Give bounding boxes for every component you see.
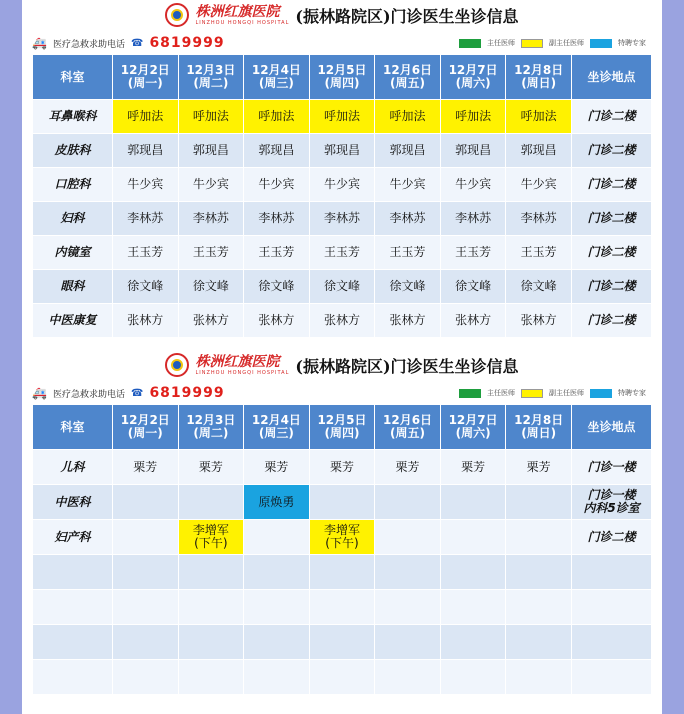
- doctor-cell: 李增军 (下午): [178, 520, 244, 555]
- doctor-cell: 呼加法: [244, 100, 310, 134]
- dept-cell: 中医科: [33, 485, 113, 520]
- brand-name-en: LINZHOU HONGQI HOSPITAL: [195, 369, 290, 376]
- location-cell: 门诊二楼: [572, 202, 652, 236]
- table-row: [33, 100, 652, 134]
- brand: [195, 355, 289, 376]
- column-header-day: 12月6日 (周五): [375, 55, 441, 100]
- doctor-cell: 牛少宾: [113, 168, 179, 202]
- doctor-cell: 李林苏: [440, 202, 506, 236]
- doctor-cell: 王玉芳: [375, 236, 441, 270]
- doctor-cell: 栗芳: [244, 450, 310, 485]
- schedule-section-2: [32, 350, 652, 702]
- doctor-cell: 王玉芳: [244, 236, 310, 270]
- legend-swatch-associate: [521, 39, 543, 48]
- page-title: (振林路院区)门诊医生坐诊信息: [295, 356, 519, 376]
- doctor-cell: [244, 520, 310, 555]
- page-title: (振林路院区)门诊医生坐诊信息: [295, 6, 519, 26]
- location-cell: 门诊二楼: [572, 270, 652, 304]
- doctor-cell: 张林方: [440, 304, 506, 338]
- legend-label-expert: 特聘专家: [618, 389, 646, 397]
- doctor-cell: 张林方: [375, 304, 441, 338]
- legend-label-chief: 主任医师: [487, 39, 515, 47]
- doctor-cell: 李林苏: [309, 202, 375, 236]
- schedule-section-1: [32, 0, 652, 344]
- doctor-cell: 徐文峰: [244, 270, 310, 304]
- legend-swatch-chief: [459, 389, 481, 398]
- doctor-cell: [375, 520, 441, 555]
- dept-cell: 口腔科: [33, 168, 113, 202]
- location-cell: 门诊二楼: [572, 304, 652, 338]
- doctor-cell: 呼加法: [178, 100, 244, 134]
- column-header-location: 坐诊地点: [572, 55, 652, 100]
- schedule-table-1: [32, 54, 652, 338]
- table-row: [33, 134, 652, 168]
- legend-label-associate: 副主任医师: [549, 389, 584, 397]
- doctor-cell: 牛少宾: [244, 168, 310, 202]
- title-row: [32, 350, 652, 380]
- location-cell: 门诊二楼: [572, 134, 652, 168]
- column-header-day: 12月3日 (周二): [178, 55, 244, 100]
- doctor-cell: 李林苏: [506, 202, 572, 236]
- column-header-day: 12月3日 (周二): [178, 405, 244, 450]
- doctor-cell: [506, 520, 572, 555]
- phone-icon: ☎: [130, 37, 144, 49]
- doctor-cell: 郭现昌: [244, 134, 310, 168]
- doctor-cell: [309, 485, 375, 520]
- table-row-empty: [33, 625, 652, 660]
- phone-number[interactable]: 6819999: [149, 35, 225, 51]
- column-header-day: 12月8日 (周日): [506, 55, 572, 100]
- table-row: [33, 450, 652, 485]
- doctor-cell: 李林苏: [375, 202, 441, 236]
- doctor-cell: [375, 485, 441, 520]
- table-header-row: [33, 405, 652, 450]
- dept-cell: 妇产科: [33, 520, 113, 555]
- dept-cell: 眼科: [33, 270, 113, 304]
- table-row-empty: [33, 590, 652, 625]
- doctor-cell: 王玉芳: [440, 236, 506, 270]
- dept-cell: 中医康复: [33, 304, 113, 338]
- location-cell: 门诊一楼 内科5诊室: [572, 485, 652, 520]
- doctor-cell: 王玉芳: [506, 236, 572, 270]
- doctor-cell: 李林苏: [178, 202, 244, 236]
- legend-swatch-chief: [459, 39, 481, 48]
- doctor-cell: 牛少宾: [440, 168, 506, 202]
- hospital-logo-icon: [165, 353, 189, 377]
- doctor-cell: 牛少宾: [178, 168, 244, 202]
- table-row: [33, 168, 652, 202]
- column-header-dept: 科室: [33, 55, 113, 100]
- doctor-cell: 郭现昌: [506, 134, 572, 168]
- column-header-dept: 科室: [33, 405, 113, 450]
- ambulance-icon: 🚑: [32, 386, 47, 400]
- doctor-cell: 栗芳: [506, 450, 572, 485]
- doctor-cell: 张林方: [309, 304, 375, 338]
- table-row: [33, 270, 652, 304]
- table-row-empty: [33, 660, 652, 695]
- doctor-cell: 呼加法: [375, 100, 441, 134]
- column-header-day: 12月7日 (周六): [440, 55, 506, 100]
- doctor-cell: 郭现昌: [440, 134, 506, 168]
- page: [22, 0, 662, 714]
- doctor-cell: 李增军 (下午): [309, 520, 375, 555]
- doctor-cell: 栗芳: [375, 450, 441, 485]
- doctor-cell: 李林苏: [113, 202, 179, 236]
- table-row: [33, 304, 652, 338]
- schedule-table-2: [32, 404, 652, 695]
- column-header-day: 12月4日 (周三): [244, 405, 310, 450]
- location-cell: 门诊一楼: [572, 450, 652, 485]
- doctor-cell: [113, 520, 179, 555]
- brand-name: 株洲红旗医院: [195, 3, 280, 20]
- doctor-cell: [506, 485, 572, 520]
- legend-label-associate: 副主任医师: [549, 39, 584, 47]
- doctor-cell: 张林方: [178, 304, 244, 338]
- legend-swatch-expert: [590, 39, 612, 48]
- legend-swatch-associate: [521, 389, 543, 398]
- doctor-cell: 呼加法: [113, 100, 179, 134]
- doctor-cell: 张林方: [244, 304, 310, 338]
- doctor-cell: 郭现昌: [375, 134, 441, 168]
- doctor-cell: 王玉芳: [178, 236, 244, 270]
- doctor-cell: 栗芳: [440, 450, 506, 485]
- doctor-cell: 牛少宾: [375, 168, 441, 202]
- doctor-cell: 呼加法: [506, 100, 572, 134]
- info-row: [32, 382, 652, 404]
- emergency-label: 医疗急救求助电话: [52, 389, 125, 400]
- doctor-cell: [113, 485, 179, 520]
- ambulance-icon: 🚑: [32, 36, 47, 50]
- table-row-empty: [33, 555, 652, 590]
- dept-cell: 耳鼻喉科: [33, 100, 113, 134]
- dept-cell: 儿科: [33, 450, 113, 485]
- column-header-day: 12月2日 (周一): [113, 55, 179, 100]
- brand-name-en: LINZHOU HONGQI HOSPITAL: [195, 19, 290, 26]
- dept-cell: 内镜室: [33, 236, 113, 270]
- legend: [459, 388, 646, 398]
- legend: [459, 38, 646, 48]
- hospital-logo-icon: [165, 3, 189, 27]
- dept-cell: 皮肤科: [33, 134, 113, 168]
- doctor-cell: 张林方: [506, 304, 572, 338]
- doctor-cell: 徐文峰: [113, 270, 179, 304]
- table-row: [33, 520, 652, 555]
- emergency-phone: [32, 385, 225, 401]
- doctor-cell: 徐文峰: [506, 270, 572, 304]
- column-header-day: 12月2日 (周一): [113, 405, 179, 450]
- doctor-cell: 王玉芳: [309, 236, 375, 270]
- location-cell: 门诊二楼: [572, 520, 652, 555]
- phone-icon: ☎: [130, 387, 144, 399]
- column-header-day: 12月8日 (周日): [506, 405, 572, 450]
- column-header-day: 12月6日 (周五): [375, 405, 441, 450]
- emergency-phone: [32, 35, 225, 51]
- doctor-cell: [440, 485, 506, 520]
- doctor-cell: 呼加法: [440, 100, 506, 134]
- location-cell: 门诊二楼: [572, 168, 652, 202]
- doctor-cell: 徐文峰: [375, 270, 441, 304]
- doctor-cell: 栗芳: [178, 450, 244, 485]
- doctor-cell: 牛少宾: [506, 168, 572, 202]
- doctor-cell: 郭现昌: [309, 134, 375, 168]
- column-header-location: 坐诊地点: [572, 405, 652, 450]
- column-header-day: 12月5日 (周四): [309, 405, 375, 450]
- column-header-day: 12月4日 (周三): [244, 55, 310, 100]
- doctor-cell: 徐文峰: [309, 270, 375, 304]
- doctor-cell: 王玉芳: [113, 236, 179, 270]
- doctor-cell: 李林苏: [244, 202, 310, 236]
- table-row: [33, 236, 652, 270]
- doctor-cell: [178, 485, 244, 520]
- doctor-cell: 呼加法: [309, 100, 375, 134]
- doctor-cell: 郭现昌: [178, 134, 244, 168]
- info-row: [32, 32, 652, 54]
- doctor-cell: 原焕勇: [244, 485, 310, 520]
- legend-label-expert: 特聘专家: [618, 39, 646, 47]
- location-cell: 门诊二楼: [572, 100, 652, 134]
- table-row: [33, 202, 652, 236]
- emergency-label: 医疗急救求助电话: [52, 39, 125, 50]
- doctor-cell: [440, 520, 506, 555]
- doctor-cell: 郭现昌: [113, 134, 179, 168]
- doctor-cell: 牛少宾: [309, 168, 375, 202]
- dept-cell: 妇科: [33, 202, 113, 236]
- table-row: [33, 485, 652, 520]
- doctor-cell: 徐文峰: [178, 270, 244, 304]
- brand-name: 株洲红旗医院: [195, 353, 280, 370]
- location-cell: 门诊二楼: [572, 236, 652, 270]
- column-header-day: 12月5日 (周四): [309, 55, 375, 100]
- doctor-cell: 张林方: [113, 304, 179, 338]
- title-row: [32, 0, 652, 30]
- phone-number[interactable]: 6819999: [149, 385, 225, 401]
- legend-label-chief: 主任医师: [487, 389, 515, 397]
- column-header-day: 12月7日 (周六): [440, 405, 506, 450]
- doctor-cell: 栗芳: [113, 450, 179, 485]
- table-header-row: [33, 55, 652, 100]
- brand: [195, 5, 289, 26]
- doctor-cell: 徐文峰: [440, 270, 506, 304]
- legend-swatch-expert: [590, 389, 612, 398]
- doctor-cell: 栗芳: [309, 450, 375, 485]
